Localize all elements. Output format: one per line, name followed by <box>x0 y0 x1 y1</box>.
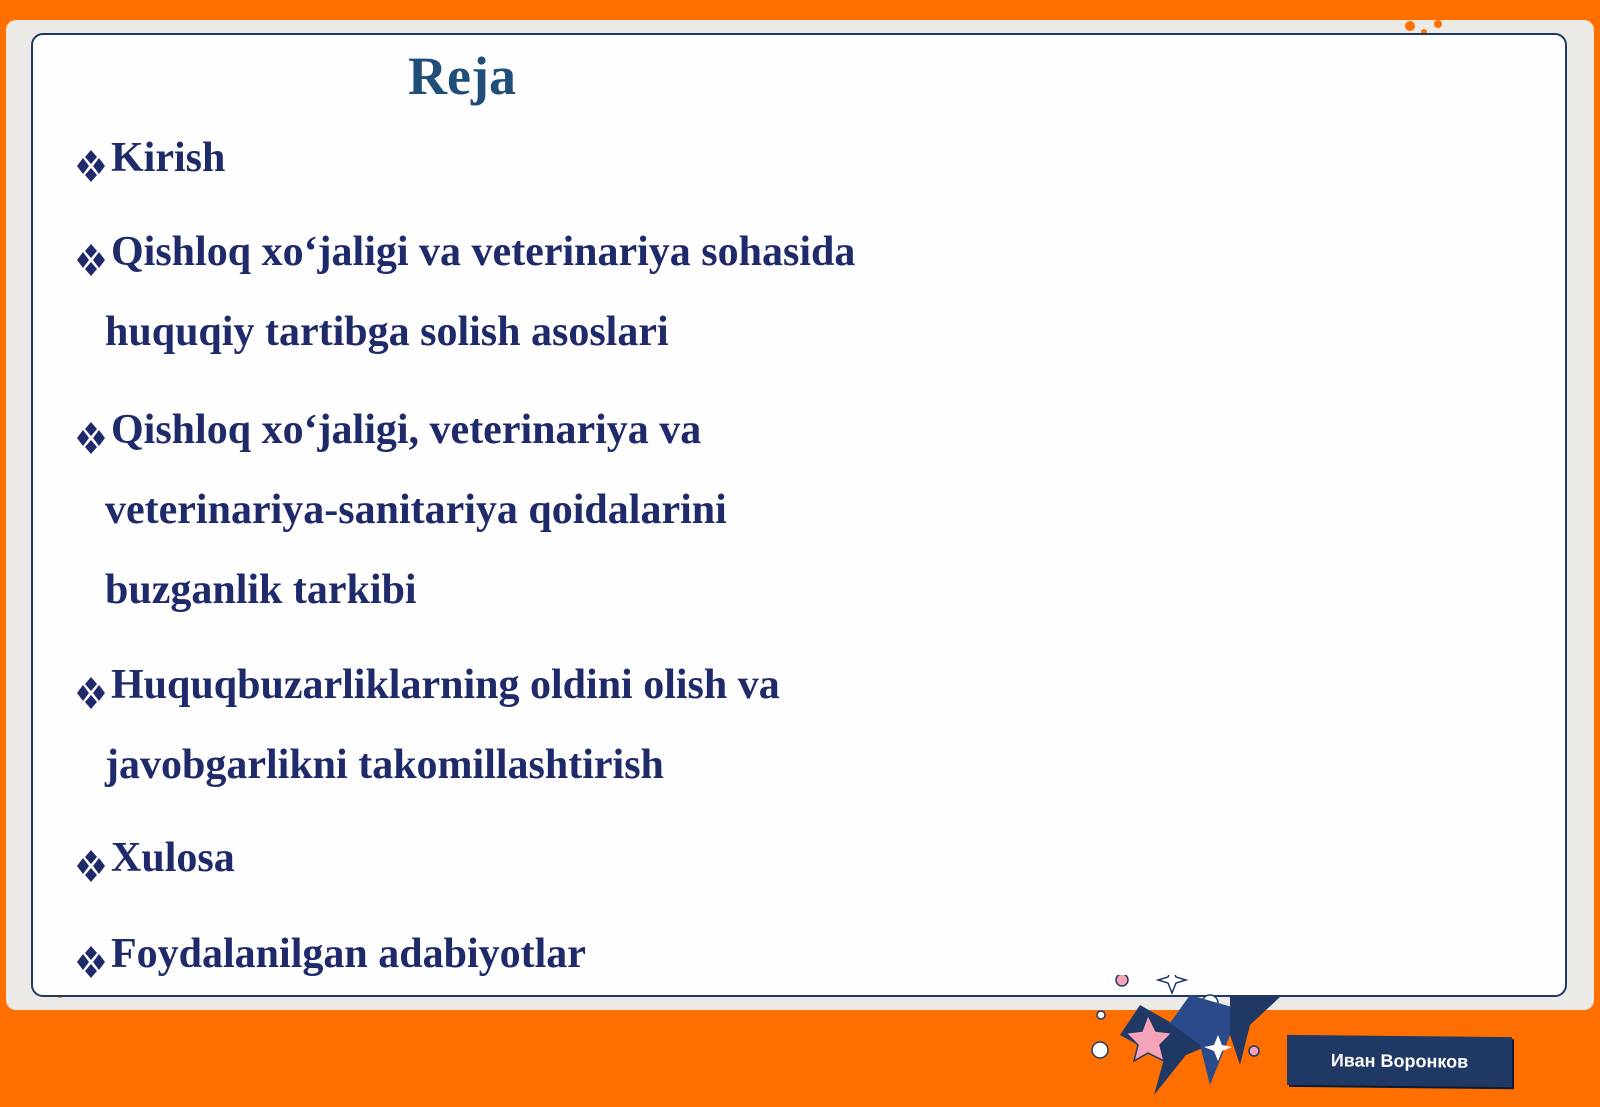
agenda-item-line: Qishloq xo‘jaligi, veterinariya va <box>111 407 702 453</box>
slide-title: Reja <box>408 46 516 106</box>
diamond-bullet-icon-svg <box>74 676 108 710</box>
diamond-bullet-icon-svg <box>74 243 108 277</box>
agenda-item <box>74 212 855 372</box>
diamond-bullet-icon-svg <box>74 421 108 455</box>
agenda-item <box>74 914 586 994</box>
agenda-item <box>74 118 225 198</box>
agenda-item-line: Foydalanilgan adabiyotlar <box>111 931 586 977</box>
agenda-item-line: Huquqbuzarliklarning oldini olish va <box>111 662 780 708</box>
agenda-item-line: buzganlik tarkibi <box>105 567 417 613</box>
agenda-item-line: Kirish <box>111 135 226 181</box>
diamond-bullet-icon <box>74 402 108 436</box>
diamond-bullet-icon <box>74 130 108 164</box>
diamond-bullet-icon <box>74 830 108 864</box>
author-name-box: Иван Воронков <box>1287 1035 1512 1087</box>
diamond-bullet-icon <box>74 657 108 691</box>
diamond-bullet-icon <box>74 224 108 258</box>
agenda-item <box>74 818 235 898</box>
agenda-item-line: huquqiy tartibga solish asoslari <box>105 309 669 355</box>
diamond-bullet-icon-svg <box>74 149 108 183</box>
diamond-bullet-icon <box>74 926 108 960</box>
agenda-item <box>74 390 727 630</box>
stars-decoration <box>1090 975 1310 1107</box>
agenda-item-line: Xulosa <box>111 835 235 881</box>
diamond-bullet-icon-svg <box>74 945 108 979</box>
agenda-item-line: Qishloq xo‘jaligi va veterinariya sohasida <box>111 229 856 275</box>
diamond-bullet-icon-svg <box>74 849 108 883</box>
agenda-item <box>74 645 780 805</box>
agenda-item-line: veterinariya-sanitariya qoidalarini <box>105 487 727 533</box>
agenda-item-line: javobgarlikni takomillashtirish <box>105 742 664 788</box>
